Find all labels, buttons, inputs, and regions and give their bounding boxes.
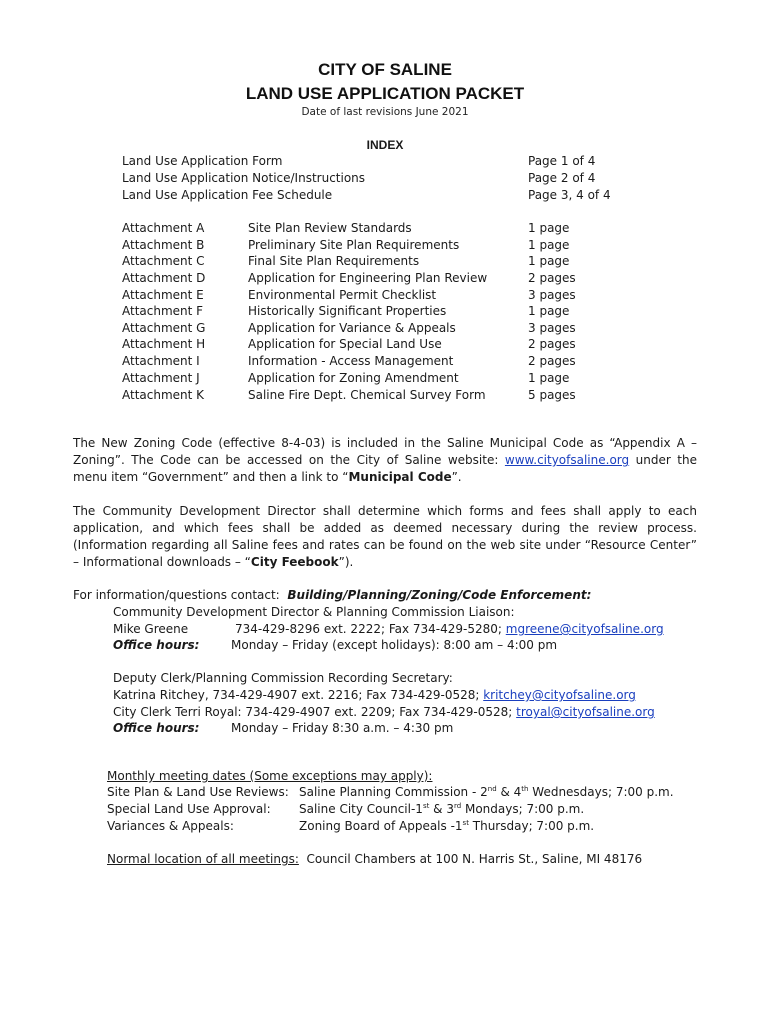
- meeting-text: Thursday; 7:00 p.m.: [468, 819, 595, 833]
- zoning-text-2: under the menu item “Government” and then a link to “: [73, 453, 698, 484]
- ordinal-suffix: th: [521, 785, 529, 793]
- attachment-pages: 3 pages: [528, 288, 576, 302]
- contact-intro: For information/questions contact:: [73, 588, 280, 602]
- meeting-text: Saline City Council-1: [299, 802, 423, 816]
- attachment-id: Attachment G: [122, 321, 206, 335]
- meeting-text: Wednesdays; 7:00 p.m.: [528, 785, 674, 799]
- attachment-pages: 1 page: [528, 221, 570, 235]
- form-pages: Page 3, 4 of 4: [528, 188, 611, 202]
- meeting-location-line: [107, 851, 642, 867]
- meeting-text: & 4: [496, 785, 522, 799]
- form-name: Land Use Application Fee Schedule: [122, 188, 333, 202]
- ordinal-suffix: st: [462, 819, 469, 827]
- attachment-title: Saline Fire Dept. Chemical Survey Form: [248, 388, 486, 402]
- city-clerk-line: [113, 704, 655, 720]
- attachment-pages: 5 pages: [528, 388, 576, 402]
- meeting-text: Mondays; 7:00 p.m.: [461, 802, 585, 816]
- attachment-title: Application for Zoning Amendment: [248, 371, 459, 385]
- attachment-id: Attachment H: [122, 337, 206, 351]
- form-name: Land Use Application Form: [122, 154, 283, 168]
- attachment-pages: 3 pages: [528, 321, 576, 335]
- meeting-text: & 3: [429, 802, 454, 816]
- meeting-schedule: [299, 818, 594, 834]
- director-name: Mike Greene: [113, 622, 189, 636]
- attachment-id: Attachment C: [122, 254, 205, 268]
- attachment-id: Attachment E: [122, 288, 204, 302]
- attachment-title: Final Site Plan Requirements: [248, 254, 420, 268]
- form-pages: Page 2 of 4: [528, 171, 596, 185]
- clerk-role: Deputy Clerk/Planning Commission Recording Secretary:: [113, 671, 453, 685]
- attachment-pages: 2 pages: [528, 271, 576, 285]
- city-clerk-email-link[interactable]: troyal@cityofsaline.org: [516, 705, 655, 719]
- zoning-text-1: The New Zoning Code (effective 8-4-03) is included in the Saline Municipal Code as “Appendix A – Zoning”. The Code can be accessed on the City of Saline website:: [73, 436, 697, 467]
- zoning-text-3: ”.: [451, 470, 462, 484]
- meeting-label: Special Land Use Approval:: [107, 802, 271, 816]
- attachment-id: Attachment B: [122, 238, 205, 252]
- office-hours-2: Monday – Friday 8:30 a.m. – 4:30 pm: [231, 721, 454, 735]
- municipal-code-label: Municipal Code: [348, 470, 452, 484]
- deputy-clerk-email-link[interactable]: kritchey@cityofsaline.org: [483, 688, 636, 702]
- ordinal-suffix: st: [422, 802, 430, 810]
- attachment-id: Attachment I: [122, 354, 200, 368]
- fees-paragraph: [73, 503, 697, 571]
- attachment-pages: 1 page: [528, 254, 570, 268]
- attachment-id: Attachment D: [122, 271, 206, 285]
- meeting-location-value: Council Chambers at 100 N. Harris St., Saline, MI 48176: [306, 852, 643, 866]
- meeting-label: Site Plan & Land Use Reviews:: [107, 785, 289, 799]
- deputy-clerk-info: Katrina Ritchey, 734-429-4907 ext. 2216; Fax 734-429-0528;: [113, 688, 484, 702]
- attachment-pages: 1 page: [528, 371, 570, 385]
- attachment-title: Preliminary Site Plan Requirements: [248, 238, 460, 252]
- office-hours-label: Office hours:: [113, 638, 200, 652]
- revision-date: Date of last revisions June 2021: [301, 106, 469, 118]
- attachment-pages: 1 page: [528, 238, 570, 252]
- meeting-text: Zoning Board of Appeals -1: [299, 819, 463, 833]
- meeting-text: Saline Planning Commission - 2: [299, 785, 488, 799]
- meeting-schedule: [299, 784, 674, 800]
- office-hours-1: Monday – Friday (except holidays): 8:00 am – 4:00 pm: [231, 638, 558, 652]
- contact-department: Building/Planning/Zoning/Code Enforcement:: [287, 588, 592, 602]
- attachment-title: Environmental Permit Checklist: [248, 288, 437, 302]
- director-contact-line: [235, 621, 664, 637]
- contact-intro-line: [73, 587, 591, 603]
- attachment-title: Historically Significant Properties: [248, 304, 447, 318]
- director-role: Community Development Director & Planning Commission Liaison:: [113, 605, 515, 619]
- meeting-dates-heading: Monthly meeting dates (Some exceptions may apply):: [107, 769, 433, 783]
- attachment-title: Application for Special Land Use: [248, 337, 442, 351]
- attachment-pages: 2 pages: [528, 337, 576, 351]
- meeting-label: Variances & Appeals:: [107, 819, 234, 833]
- meeting-schedule: [299, 801, 584, 817]
- attachment-pages: 1 page: [528, 304, 570, 318]
- director-email-link[interactable]: mgreene@cityofsaline.org: [505, 622, 664, 636]
- attachment-id: Attachment F: [122, 304, 204, 318]
- ordinal-suffix: rd: [453, 802, 462, 810]
- director-phone: 734-429-8296 ext. 2222; Fax 734-429-5280;: [235, 622, 506, 636]
- city-clerk-info: City Clerk Terri Royal: 734-429-4907 ext. 2209; Fax 734-429-0528;: [113, 705, 517, 719]
- attachment-pages: 2 pages: [528, 354, 576, 368]
- deputy-clerk-line: [113, 687, 636, 703]
- attachment-title: Information - Access Management: [248, 354, 454, 368]
- attachment-title: Application for Engineering Plan Review: [248, 271, 488, 285]
- attachment-id: Attachment K: [122, 388, 205, 402]
- office-hours-label-2: Office hours:: [113, 721, 200, 735]
- attachment-title: Application for Variance & Appeals: [248, 321, 456, 335]
- city-feebook-label: City Feebook: [250, 555, 339, 569]
- attachment-title: Site Plan Review Standards: [248, 221, 412, 235]
- document-subtitle: LAND USE APPLICATION PACKET: [245, 84, 525, 103]
- fees-text-1: The Community Development Director shall determine which forms and fees shall apply to each application, and which fees shall be added as deemed necessary during the review process. (Information regarding all Saline fees and rates can be found on the web site under “Resource Center” – Informational downloads – “: [73, 504, 697, 569]
- attachment-id: Attachment J: [122, 371, 200, 385]
- document-title: CITY OF SALINE: [318, 60, 452, 79]
- fees-text-2: ”).: [338, 555, 354, 569]
- form-name: Land Use Application Notice/Instructions: [122, 171, 366, 185]
- meeting-location-label: Normal location of all meetings:: [107, 852, 299, 866]
- ordinal-suffix: nd: [487, 785, 497, 793]
- city-website-link[interactable]: www.cityofsaline.org: [504, 453, 630, 467]
- index-heading: INDEX: [366, 138, 404, 152]
- form-pages: Page 1 of 4: [528, 154, 596, 168]
- zoning-paragraph: [73, 435, 697, 486]
- attachment-id: Attachment A: [122, 221, 205, 235]
